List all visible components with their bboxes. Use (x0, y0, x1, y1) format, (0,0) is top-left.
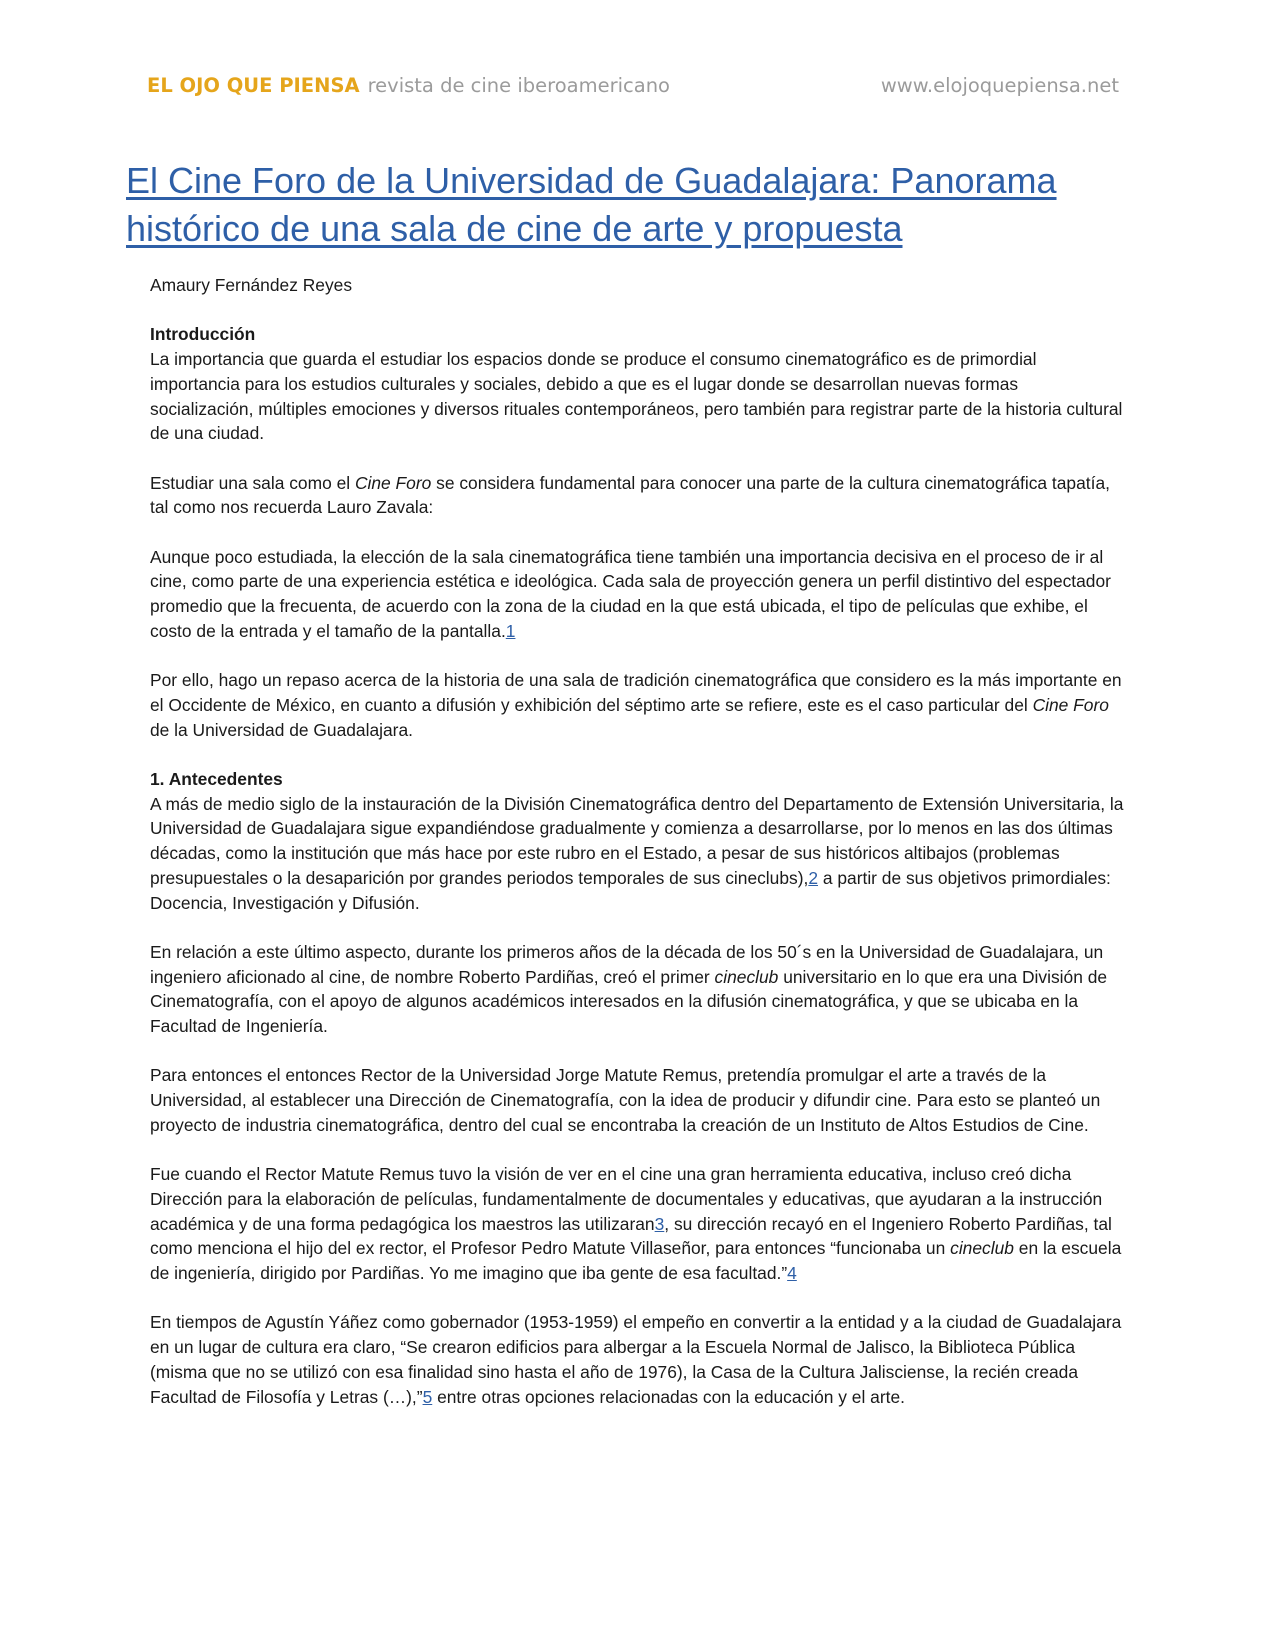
article-title[interactable]: El Cine Foro de la Universidad de Guadalajara: Panorama histórico de una sala de cine de arte y propuesta (126, 160, 1057, 249)
footnote-link-3[interactable]: 3 (654, 1213, 665, 1234)
article-body (150, 273, 1125, 1434)
footnote-link-5[interactable]: 5 (422, 1386, 433, 1407)
footnote-link-1[interactable]: 1 (505, 620, 516, 641)
section-heading-antecedentes: 1. Antecedentes (150, 768, 283, 789)
antecedentes-paragraph-5: En tiempos de Agustín Yáñez como gobernador (1953-1959) el empeño en convertir a la entidad y a la ciudad de Guadalajara en un lugar de cultura era claro, “Se crearon edificios para albergar a la Escuela Normal de Jalisco, la Biblioteca Pública (misma que no se utilizó con esa finalidad sino hasta el año de 1976), la Casa de la Cultura Jalisciense, la recién creada Facultad de Filosofía y Letras (…),”5 entre otras opciones relacionadas con la educación y el arte. (150, 1312, 1122, 1407)
page-header (147, 74, 1119, 104)
magazine-brand: EL OJO QUE PIENSA (147, 74, 360, 97)
footnote-link-2[interactable]: 2 (808, 867, 819, 888)
antecedentes-paragraph-4: Fue cuando el Rector Matute Remus tuvo la visión de ver en el cine una gran herramienta educativa, incluso creó dicha Dirección para la elaboración de películas, fundamentalmente de documentales y educativas, que ayudaran a la instrucción académica y de una forma pedagógica los maestros las utilizaran3, su dirección recayó en el Ingeniero Roberto Pardiñas, tal como menciona el hijo del ex rector, el Profesor Pedro Matute Villaseñor, para entonces “funcionaba un cineclub en la escuela de ingeniería, dirigido por Pardiñas. Yo me imagino que iba gente de esa facultad.”4 (150, 1164, 1122, 1283)
section-heading-intro: Introducción (150, 324, 256, 345)
author-name: Amaury Fernández Reyes (150, 275, 353, 295)
magazine-tagline: revista de cine iberoamericano (367, 74, 670, 97)
intro-paragraph-1: La importancia que guarda el estudiar los espacios donde se produce el consumo cinematográfico es de primordial importancia para los estudios culturales y sociales, debido a que es el lugar donde se desarrollan nuevas formas socialización, múltiples emociones y diversos rituales contemporáneos, pero también para registrar parte de la historia cultural de una ciudad. (150, 349, 1123, 444)
zavala-quote: Aunque poco estudiada, la elección de la sala cinematográfica tiene también una importancia decisiva en el proceso de ir al cine, como parte de una experiencia estética e ideológica. Cada sala de proyección genera un perfil distintivo del espectador promedio que la frecuenta, de acuerdo con la zona de la ciudad en la que está ubicada, el tipo de películas que exhibe, el costo de la entrada y el tamaño de la pantalla.1 (150, 546, 1111, 641)
website-url[interactable]: www.elojoquepiensa.net (880, 74, 1119, 97)
antecedentes-paragraph-1: A más de medio siglo de la instauración de la División Cinematográfica dentro del Departamento de Extensión Universitaria, la Universidad de Guadalajara sigue expandiéndose gradualmente y comienza a desarrollarse, por lo menos en las dos últimas décadas, como la institución que más hace por este rubro en el Estado, a pesar de sus históricos altibajos (problemas presupuestales o la desaparición por grandes periodos temporales de sus cineclubs),2 a partir de sus objetivos primordiales: Docencia, Investigación y Difusión. (150, 793, 1124, 913)
footnote-link-4[interactable]: 4 (787, 1263, 797, 1283)
intro-paragraph-4: Por ello, hago un repaso acerca de la historia de una sala de tradición cinematográfica que considero es la más importante en el Occidente de México, en cuanto a difusión y exhibición del séptimo arte se refiere, este es el caso particular del Cine Foro de la Universidad de Guadalajara. (150, 670, 1122, 740)
antecedentes-paragraph-3: Para entonces el entonces Rector de la Universidad Jorge Matute Remus, pretendía promulgar el arte a través de la Universidad, al establecer una Dirección de Cinematografía, con la idea de producir y difundir cine. Para esto se planteó un proyecto de industria cinematográfica, dentro del cual se encontraba la creación de un Instituto de Altos Estudios de Cine. (150, 1065, 1101, 1135)
intro-paragraph-2: Estudiar una sala como el Cine Foro se considera fundamental para conocer una parte de la cultura cinematográfica tapatía, tal como nos recuerda Lauro Zavala: (150, 472, 1110, 518)
antecedentes-paragraph-2: En relación a este último aspecto, durante los primeros años de la década de los 50´s en la Universidad de Guadalajara, un ingeniero aficionado al cine, de nombre Roberto Pardiñas, creó el primer cineclub universitario en lo que era una División de Cinematografía, con el apoyo de algunos académicos interesados en la difusión cinematográfica, y que se ubicaba en la Facultad de Ingeniería. (150, 941, 1108, 1036)
